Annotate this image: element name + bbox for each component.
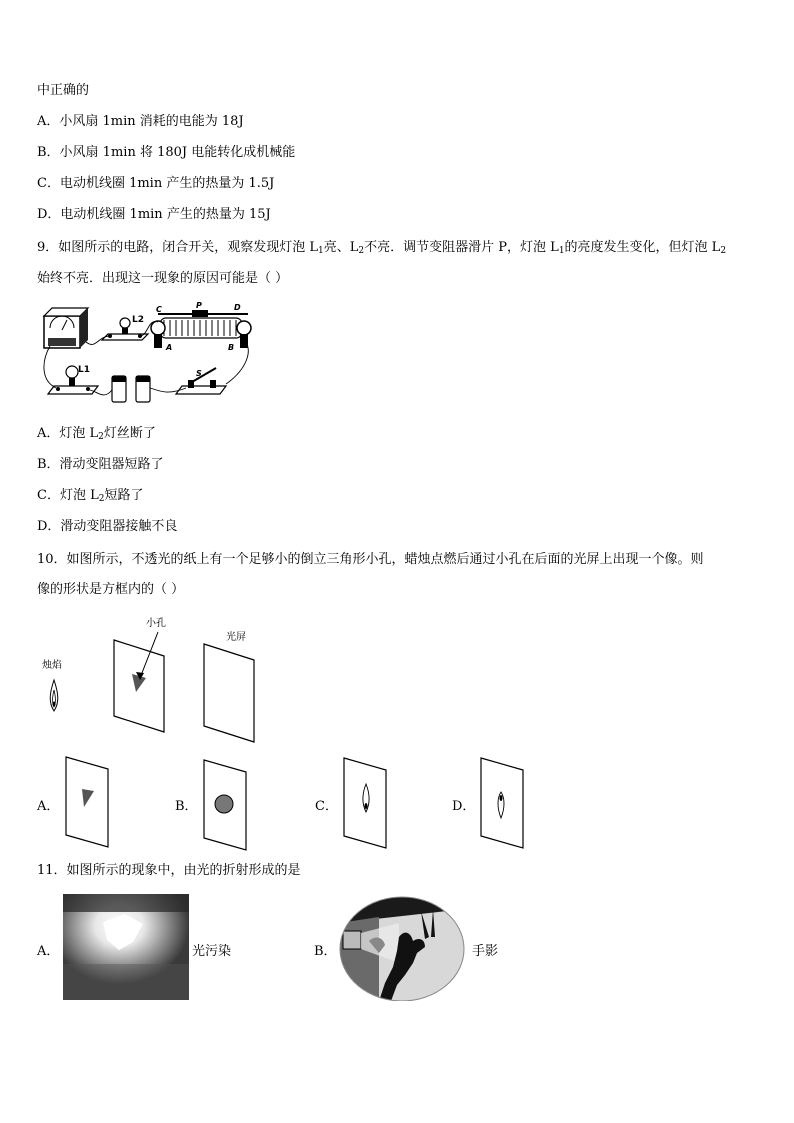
q10-option-c-label[interactable]: C． bbox=[315, 799, 338, 814]
battery-icon bbox=[112, 376, 150, 402]
label-hole: 小孔 bbox=[146, 618, 166, 629]
q10-option-a-label[interactable]: A． bbox=[37, 799, 60, 814]
label-d: D bbox=[234, 303, 241, 312]
label-c: C bbox=[156, 305, 162, 314]
label-screen: 光屏 bbox=[226, 632, 246, 643]
q9-stem-line1: 9．如图所示的电路，闭合开关，观察发现灯泡 $L_1$亮、$L_2$不亮．调节变阻器滑片 P，灯泡 $L_1$的亮度发生变化，但灯泡 $L_2$ bbox=[37, 240, 727, 256]
light-pollution-photo bbox=[63, 894, 189, 1000]
q8-option-b: B．小风扇 1min 将 180J 电能转化成机械能 bbox=[37, 145, 296, 160]
q9-option-b: B．滑动变阻器短路了 bbox=[37, 457, 164, 472]
q10-stem-line1: 10．如图所示，不透光的纸上有一个足够小的倒立三角形小孔，蜡烛点燃后通过小孔在后面的光屏上出现一个像。则 bbox=[37, 552, 704, 567]
label-l1: L1 bbox=[78, 365, 90, 375]
q10-option-d-label[interactable]: D． bbox=[452, 799, 476, 814]
circle-image bbox=[215, 795, 233, 813]
hand-shadow-photo bbox=[339, 893, 465, 1001]
label-p: P bbox=[196, 301, 202, 310]
light-screen bbox=[204, 644, 254, 742]
q8-option-c: C．电动机线圈 1min 产生的热量为 1.5J bbox=[37, 176, 275, 191]
label-l2: L2 bbox=[132, 315, 144, 325]
q9-option-d: D．滑动变阻器接触不良 bbox=[37, 519, 178, 534]
q9-option-a: A．灯泡 $L_2$灯丝断了 bbox=[37, 426, 156, 442]
q10-option-c-figure bbox=[342, 756, 390, 850]
label-s: S bbox=[196, 369, 202, 378]
pinhole-figure bbox=[38, 612, 268, 746]
q11-option-a-caption: 光污染 bbox=[192, 944, 232, 959]
q9-stem-line2: 始终不亮．出现这一现象的原因可能是（ ） bbox=[37, 271, 289, 286]
q10-option-b-figure bbox=[202, 758, 250, 852]
label-b: B bbox=[228, 343, 235, 352]
paper-with-hole bbox=[114, 632, 164, 732]
ammeter-icon bbox=[44, 308, 88, 348]
q10-option-a-figure bbox=[64, 755, 112, 849]
intro-text: 中正确的 bbox=[37, 83, 90, 98]
q11-option-b-label[interactable]: B． bbox=[314, 944, 337, 959]
label-candle: 烛焰 bbox=[42, 660, 62, 671]
q8-option-d: D．电动机线圈 1min 产生的热量为 15J bbox=[37, 207, 271, 222]
q10-option-d-figure bbox=[479, 756, 527, 850]
q11-option-a-label[interactable]: A． bbox=[37, 944, 60, 959]
q11-option-b-caption: 手影 bbox=[472, 944, 499, 959]
q9-option-c: C．灯泡 $L_2$短路了 bbox=[37, 488, 144, 504]
q11-stem: 11．如图所示的现象中，由光的折射形成的是 bbox=[37, 863, 301, 878]
q8-option-a: A．小风扇 1min 消耗的电能为 18J bbox=[37, 114, 244, 129]
q10-stem-line2: 像的形状是方框内的（ ） bbox=[37, 582, 185, 597]
candle-flame-icon bbox=[50, 680, 58, 711]
label-a: A bbox=[166, 343, 173, 352]
circuit-figure bbox=[36, 300, 262, 408]
q10-option-b-label[interactable]: B． bbox=[175, 799, 198, 814]
